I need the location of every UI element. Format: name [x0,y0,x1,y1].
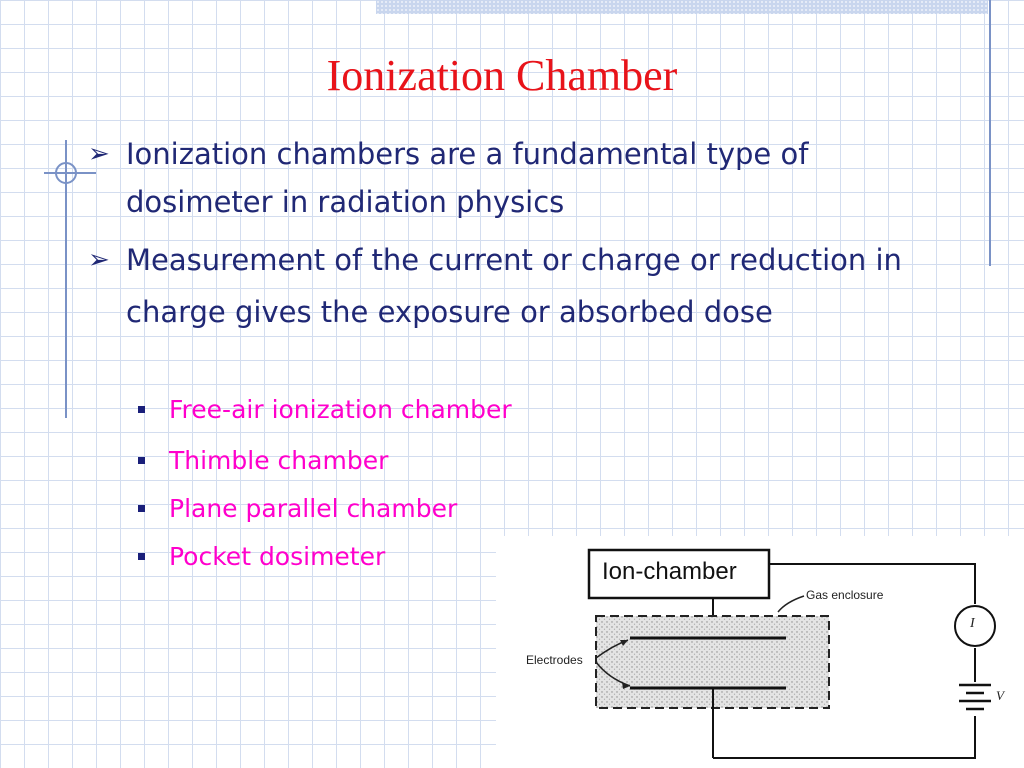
bullet-item-1 [88,130,928,226]
sub-text-2: Thimble chamber [169,446,389,475]
gas-pointer-arrow [778,596,804,612]
slide-title: Ionization Chamber [326,51,678,100]
bullet-text-2: Measurement of the current or charge or reduction in charge gives the exposure or absorbed dose [126,243,902,329]
sub-text-4: Pocket dosimeter [169,542,386,571]
square-icon [138,553,145,560]
meter-label: I [970,616,975,631]
circuit-drawing [496,536,1024,768]
square-icon [138,406,145,413]
square-icon [138,505,145,512]
circuit-wire-bottom [713,716,975,758]
square-icon [138,457,145,464]
header-band [376,0,988,14]
arrow-right-icon: ➢ [88,245,110,275]
battery-icon [959,685,991,709]
sub-text-3: Plane parallel chamber [169,494,458,523]
arrow-right-icon: ➢ [88,139,110,169]
current-meter-icon [955,606,995,646]
electrodes-label: Electrodes [526,653,583,667]
sub-item-2 [138,444,388,478]
bullet-text-1: Ionization chambers are a fundamental type of dosimeter in radiation physics [126,137,809,219]
sub-item-4 [138,540,385,574]
accent-circle [55,162,77,184]
sub-item-1 [138,393,512,427]
ion-chamber-label: Ion-chamber [602,558,737,585]
sub-text-1: Free-air ionization chamber [169,395,512,424]
gas-enclosure-label: Gas enclosure [806,588,884,602]
bullet-item-2 [88,234,928,338]
right-accent-line [989,0,991,266]
ion-chamber-diagram [496,536,1024,768]
voltage-label: V [996,688,1004,703]
sub-item-3 [138,492,457,526]
